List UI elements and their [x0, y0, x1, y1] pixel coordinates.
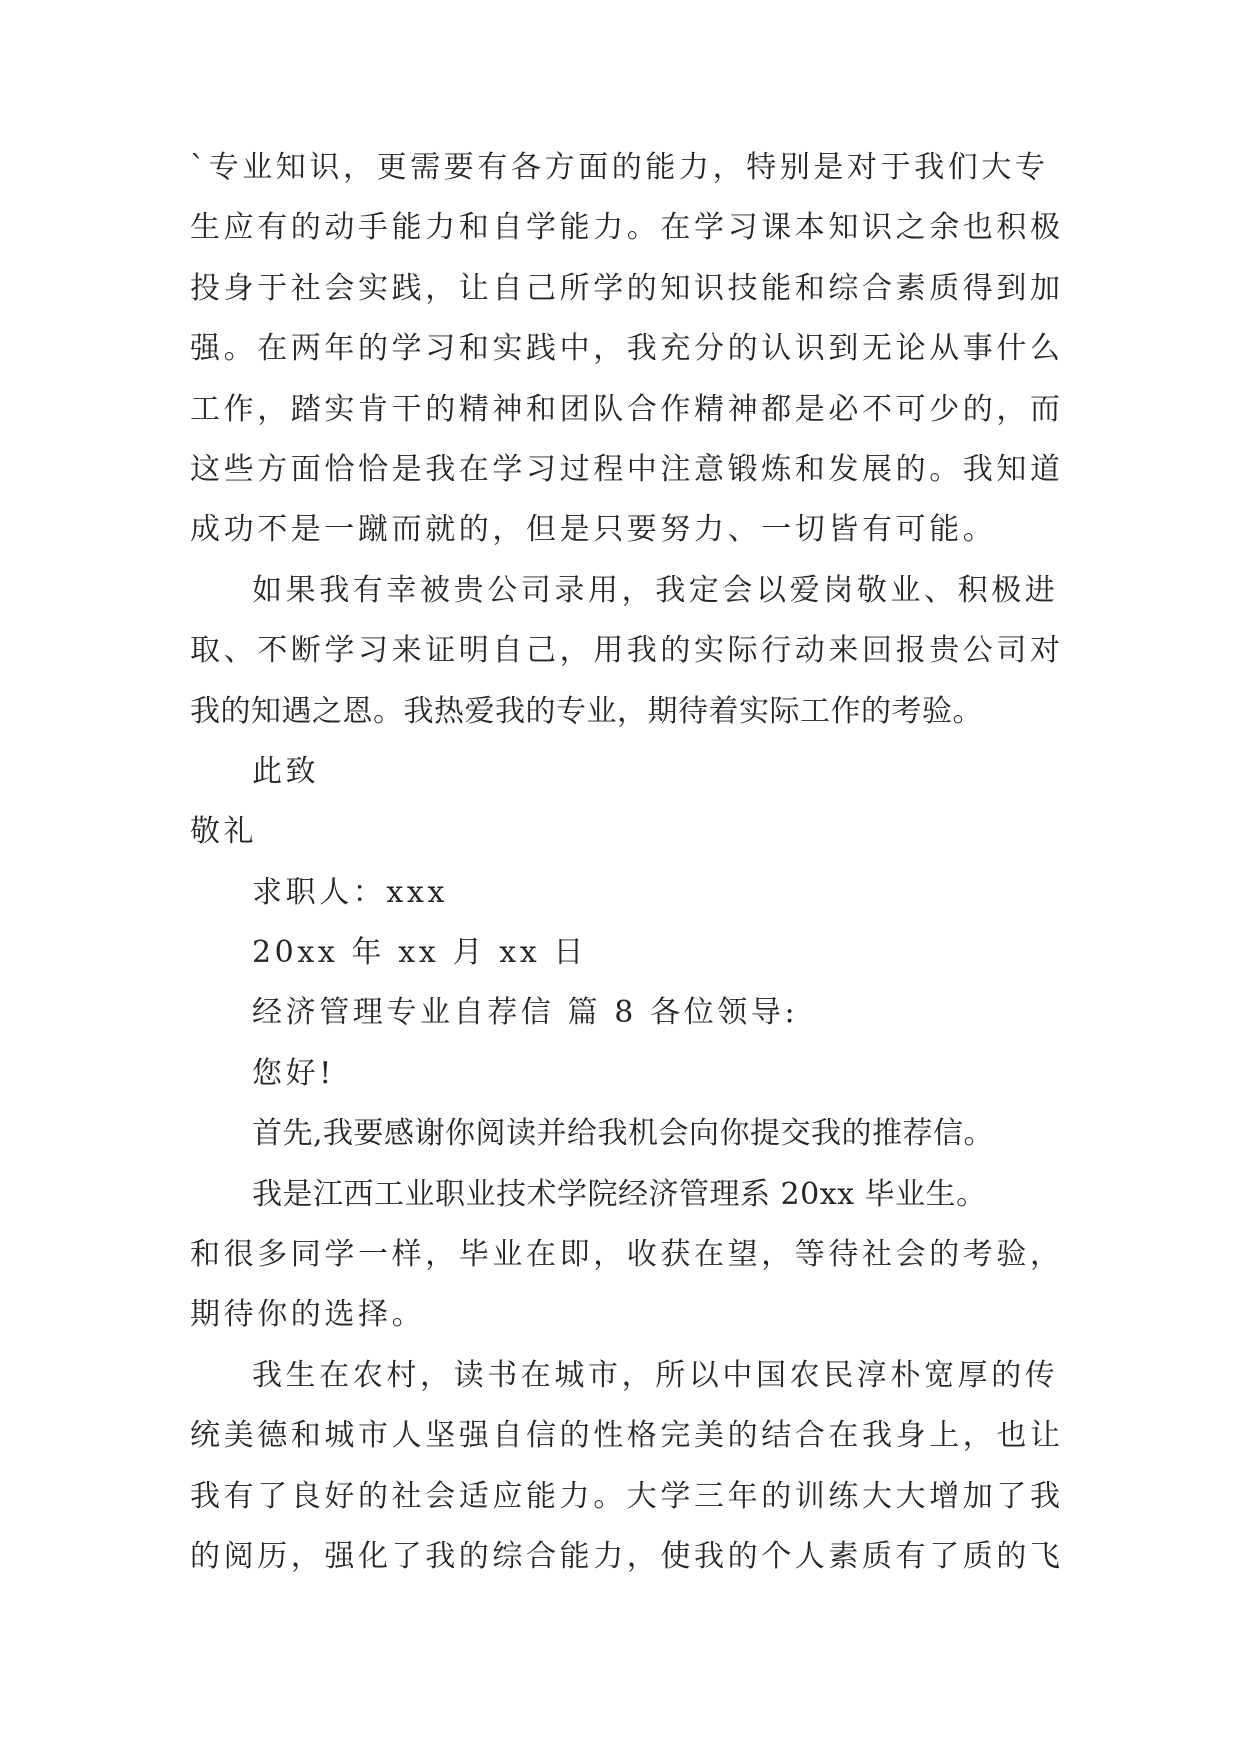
document-body	[190, 138, 1090, 1587]
text-line: 我的知遇之恩。我热爱我的专业，期待着实际工作的考验。	[190, 693, 983, 729]
text-line: 工作，踏实肯干的精神和团队合作精神都是必不可少的，而	[190, 391, 1064, 427]
text-line: 期待你的选择。	[190, 1297, 426, 1333]
paragraph-start-line: 如果我有幸被贵公司录用，我定会以爱岗敬业、积极进	[252, 572, 1059, 608]
closing-regards: 敬礼	[190, 814, 258, 850]
text-line: 投身于社会实践，让自己所学的知识技能和综合素质得到加	[190, 270, 1064, 306]
text-line: 取、不断学习来证明自己，用我的实际行动来回报贵公司对	[190, 633, 1064, 669]
paragraph-start-line: 我是江西工业职业技术学院经济管理系 20xx 毕业生。	[252, 1176, 987, 1212]
text-line: 生应有的动手能力和自学能力。在学习课本知识之余也积极	[190, 210, 1064, 246]
text-line: 成功不是一蹴而就的，但是只要努力、一切皆有可能。	[190, 512, 997, 548]
section-heading: 经济管理专业自荐信 篇 8 各位领导:	[252, 995, 799, 1031]
text-line: 统美德和城市人坚强自信的性格完美的结合在我身上，也让	[190, 1418, 1064, 1454]
applicant-signature: 求职人：xxx	[252, 874, 448, 910]
paragraph-start-line: 我生在农村，读书在城市，所以中国农民淳朴宽厚的传	[252, 1357, 1059, 1393]
text-line: 这些方面恰恰是我在学习过程中注意锻炼和发展的。我知道	[190, 451, 1064, 487]
closing-salutation: 此致	[252, 753, 320, 789]
text-line: 的阅历，强化了我的综合能力，使我的个人素质有了质的飞	[190, 1538, 1064, 1574]
paragraph-start-line: 首先,我要感谢你阅读并给我机会向你提交我的推荐信。	[252, 1116, 995, 1152]
text-line: 我有了良好的社会适应能力。大学三年的训练大大增加了我	[190, 1478, 1064, 1514]
text-line: `专业知识，更需要有各方面的能力，特别是对于我们大专	[190, 150, 1049, 185]
text-line: 强。在两年的学习和实践中，我充分的认识到无论从事什么	[190, 331, 1064, 367]
text-line: 和很多同学一样，毕业在即，收获在望，等待社会的考验，	[190, 1237, 1064, 1273]
letter-date: 20xx 年 xx 月 xx 日	[252, 935, 587, 971]
greeting: 您好!	[252, 1055, 335, 1091]
